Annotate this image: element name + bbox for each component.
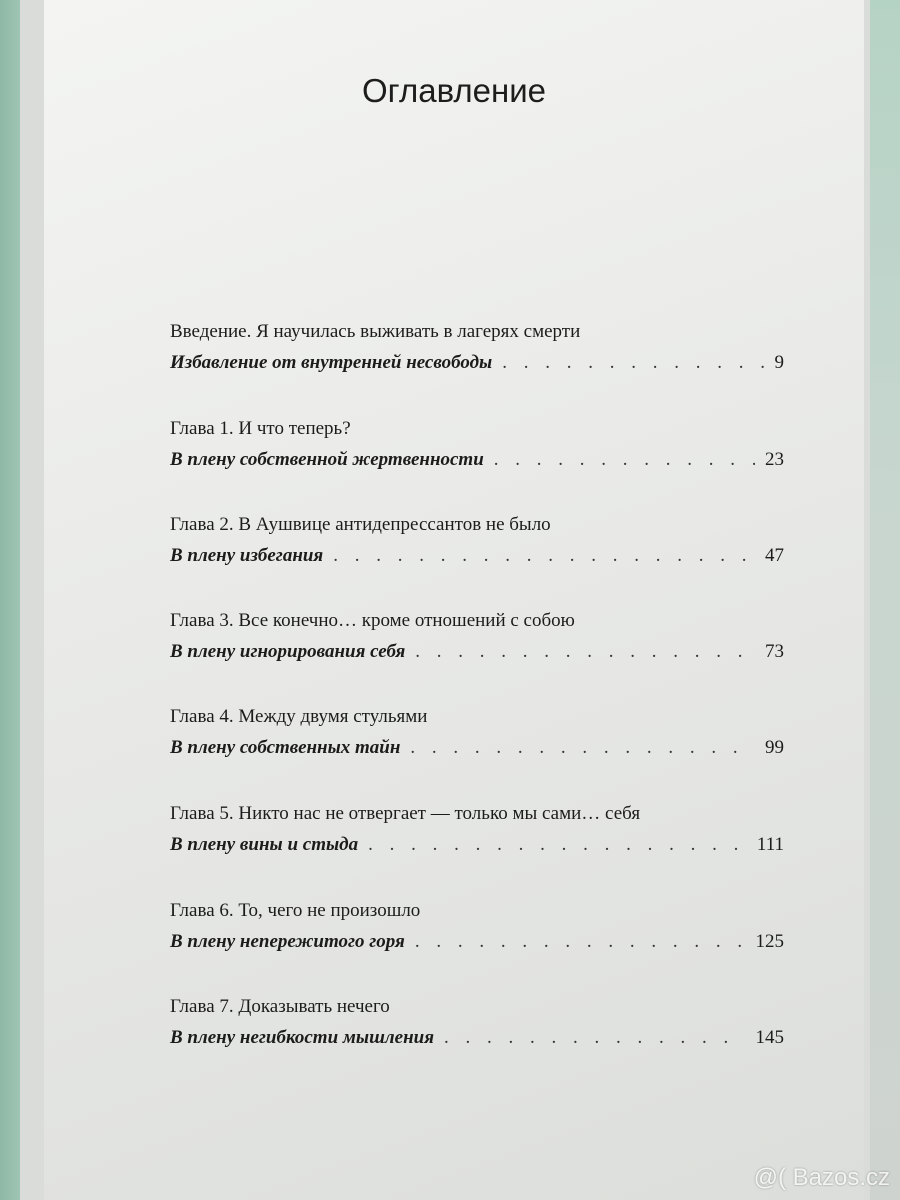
chapter-subtitle: Избавление от внутренней несвободы — [170, 352, 493, 373]
chapter-title: Глава 4. Между двумя стульями — [170, 706, 428, 727]
toc-entry — [170, 607, 784, 667]
page-number: 23 — [765, 449, 784, 470]
chapter-title: Глава 2. В Аушвице антидепрессантов не было — [170, 514, 551, 535]
page-number: 145 — [755, 1027, 784, 1048]
chapter-title: Глава 7. Доказывать нечего — [170, 996, 390, 1017]
page-number: 47 — [765, 545, 784, 566]
chapter-subtitle: В плену вины и стыда — [170, 834, 359, 855]
toc-entry — [170, 318, 784, 378]
chapter-subtitle: В плену негибкости мышления — [170, 1027, 434, 1048]
watermark: @( Bazos.cz — [753, 1164, 890, 1191]
dot-leader — [494, 445, 755, 475]
dot-leader — [502, 348, 764, 378]
chapter-subtitle: В плену непережитого горя — [170, 931, 405, 952]
chapter-subtitle-row — [170, 733, 784, 763]
page-number: 111 — [756, 834, 784, 855]
chapter-subtitle: В плену игнорирования себя — [170, 641, 406, 662]
chapter-title: Глава 3. Все конечно… кроме отношений с собою — [170, 610, 575, 631]
chapter-subtitle-row — [170, 927, 784, 957]
page-title: Оглавление — [362, 72, 546, 109]
toc-entry — [170, 993, 784, 1053]
toc-entry — [170, 703, 784, 763]
page-number: 9 — [774, 352, 784, 373]
chapter-title: Глава 1. И что теперь? — [170, 418, 351, 439]
book-page — [44, 0, 864, 1200]
page-number: 99 — [765, 737, 784, 758]
chapter-subtitle-row — [170, 830, 784, 860]
dot-leader — [444, 1023, 746, 1053]
dot-leader — [415, 927, 746, 957]
chapter-subtitle: В плену собственной жертвенности — [170, 449, 484, 470]
chapter-subtitle: В плену избегания — [170, 545, 324, 566]
chapter-subtitle-row — [170, 541, 784, 571]
dot-leader — [410, 733, 755, 763]
toc-entry — [170, 897, 784, 957]
dot-leader — [415, 637, 755, 667]
chapter-subtitle-row — [170, 637, 784, 667]
chapter-subtitle-row — [170, 348, 784, 378]
toc-entry — [170, 415, 784, 475]
dot-leader — [333, 541, 755, 571]
dot-leader — [368, 830, 747, 860]
chapter-title: Глава 5. Никто нас не отвергает — только мы сами… себя — [170, 803, 641, 824]
chapter-title: Глава 6. То, чего не произошло — [170, 900, 421, 921]
chapter-title: Введение. Я научилась выживать в лагерях смерти — [170, 321, 581, 342]
toc-entry — [170, 800, 784, 860]
chapter-subtitle: В плену собственных тайн — [170, 737, 401, 758]
page-number: 73 — [765, 641, 784, 662]
toc-entry — [170, 511, 784, 571]
chapter-subtitle-row — [170, 1023, 784, 1053]
chapter-subtitle-row — [170, 445, 784, 475]
page-number: 125 — [755, 931, 784, 952]
